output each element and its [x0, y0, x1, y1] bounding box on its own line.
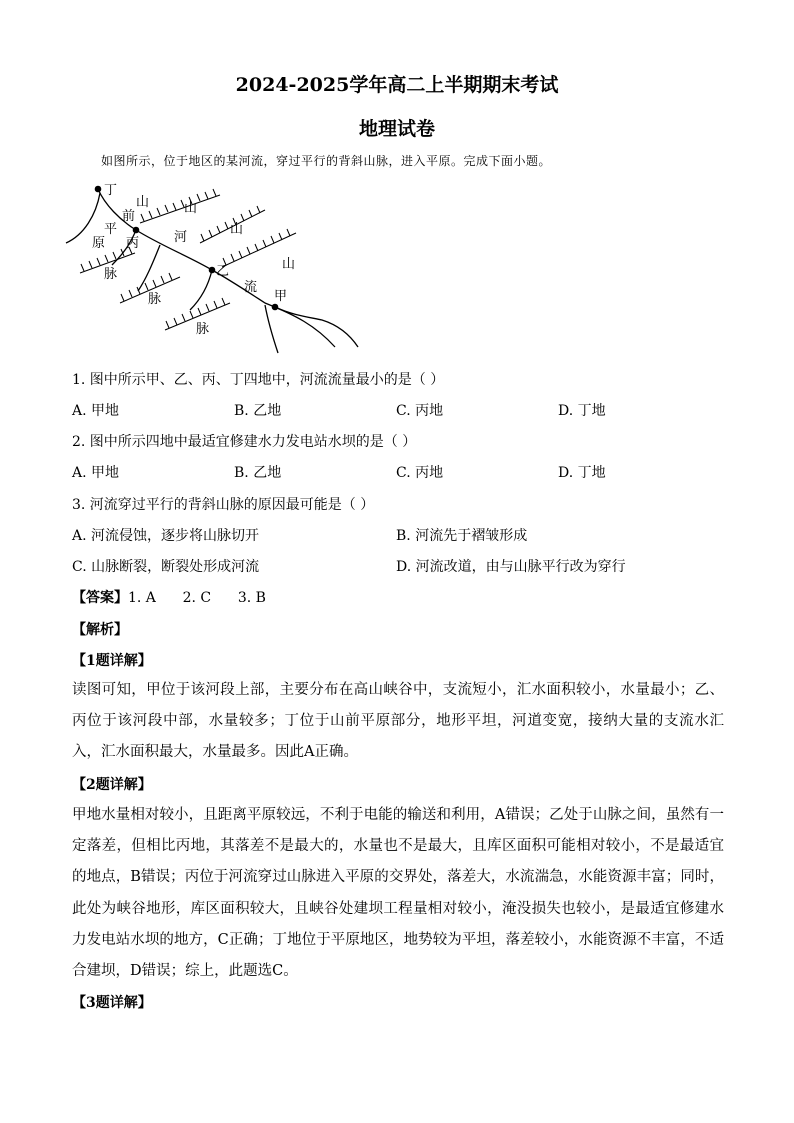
- question-1-option-c: C. 丙地: [396, 403, 444, 419]
- terrain-label: 山: [282, 257, 296, 272]
- terrain-label: 流: [244, 280, 258, 295]
- question-3-option-d: D. 河流改道，由与山脉平行改为穿行: [396, 559, 626, 575]
- answer-text: 1. A 2. C 3. B: [128, 590, 266, 606]
- point-yi: [209, 267, 216, 274]
- question-3-option-c: C. 山脉断裂，断裂处形成河流: [72, 559, 260, 575]
- label-bing: 丙: [126, 236, 140, 251]
- terrain-label: 前: [122, 209, 136, 224]
- ridge-1: [140, 189, 220, 223]
- terrain-label: 脉: [196, 322, 210, 337]
- answer-label: 【答案】: [72, 590, 128, 606]
- detail-2-text: 甲地水量相对较小，且距离平原较远，不利于电能的输送和利用，A错误；乙处于山脉之间，虽然有一定落差，但相比丙地，其落差不是最大的，水量也不是最大，且库区面积可能相对较小，不是最适宜的地点，B错误；丙位于河流穿过山脉进入平原的交界处，落差大，水流湍急，水能资源丰富；同时，此处为峡谷地形，库区面积较大，且峡谷处建坝工程量相对较小，淹没损失也较小，是最适宜修建水力发电站水坝的地方，C正确；丁地位于平原地区，地势较为平坦，落差较小，水能资源不丰富，不适合建坝，D错误；综上，此题选C。: [72, 807, 724, 980]
- label-jia: 甲: [274, 289, 288, 304]
- terrain-label: 山: [230, 222, 244, 237]
- intro-text: 如图所示，位于地区的某河流，穿过平行的背斜山脉，进入平原。完成下面小题。: [101, 154, 552, 168]
- terrain-label: 河: [174, 230, 188, 245]
- question-2-option-c: C. 丙地: [396, 465, 444, 481]
- point-bing: [133, 227, 140, 234]
- label-yi: 乙: [216, 264, 230, 279]
- point-jia: [272, 304, 279, 311]
- terrain-label: 山: [136, 195, 150, 210]
- tributary-4: [190, 270, 212, 310]
- question-2-option-a: A. 甲地: [72, 465, 120, 481]
- question-3-option-a: A. 河流侵蚀，逐步将山脉切开: [72, 528, 260, 544]
- question-2-option-b: B. 乙地: [234, 465, 282, 481]
- terrain-label: 脉: [148, 292, 162, 307]
- question-1-option-a: A. 甲地: [72, 403, 120, 419]
- terrain-label: 原: [92, 236, 106, 251]
- detail-2-label: 【2题详解】: [72, 777, 152, 793]
- detail-1-label: 【1题详解】: [72, 653, 152, 669]
- terrain-label: 山: [184, 201, 198, 216]
- tributary-3: [138, 245, 160, 291]
- river-map: [60, 175, 360, 355]
- question-1-option-b: B. 乙地: [234, 403, 282, 419]
- detail-1-text: 读图可知，甲位于该河段上部，主要分布在高山峡谷中，支流短小，汇水面积较小，水量最小；乙、丙位于该河段中部，水量较多；丁位于山前平原部分，地形平坦，河道变宽，接纳大量的支流水汇入，汇水面积最大，水量最多。因此A正确。: [72, 682, 724, 761]
- page-subtitle: 地理试卷: [358, 118, 435, 140]
- terrain-label: 脉: [104, 267, 118, 282]
- page-title: 2024-2025学年高二上半期期末考试: [235, 74, 559, 96]
- tributary-5: [265, 305, 278, 353]
- question-1-stem: 1. 图中所示甲、乙、丙、丁四地中，河流流量最小的是（ ）: [72, 372, 445, 388]
- question-3-option-b: B. 河流先于褶皱形成: [396, 528, 528, 544]
- analysis-label: 【解析】: [72, 622, 128, 638]
- question-2-option-d: D. 丁地: [558, 465, 606, 481]
- point-ding: [95, 186, 102, 193]
- question-1-option-d: D. 丁地: [558, 403, 606, 419]
- detail-3-label: 【3题详解】: [72, 995, 152, 1011]
- terrain-label: 平: [104, 222, 118, 237]
- question-2-stem: 2. 图中所示四地中最适宜修建水力发电站水坝的是（ ）: [72, 434, 417, 450]
- question-3-stem: 3. 河流穿过平行的背斜山脉的原因最可能是（ ）: [72, 497, 375, 513]
- answer-line: [72, 587, 266, 607]
- label-ding: 丁: [104, 183, 118, 198]
